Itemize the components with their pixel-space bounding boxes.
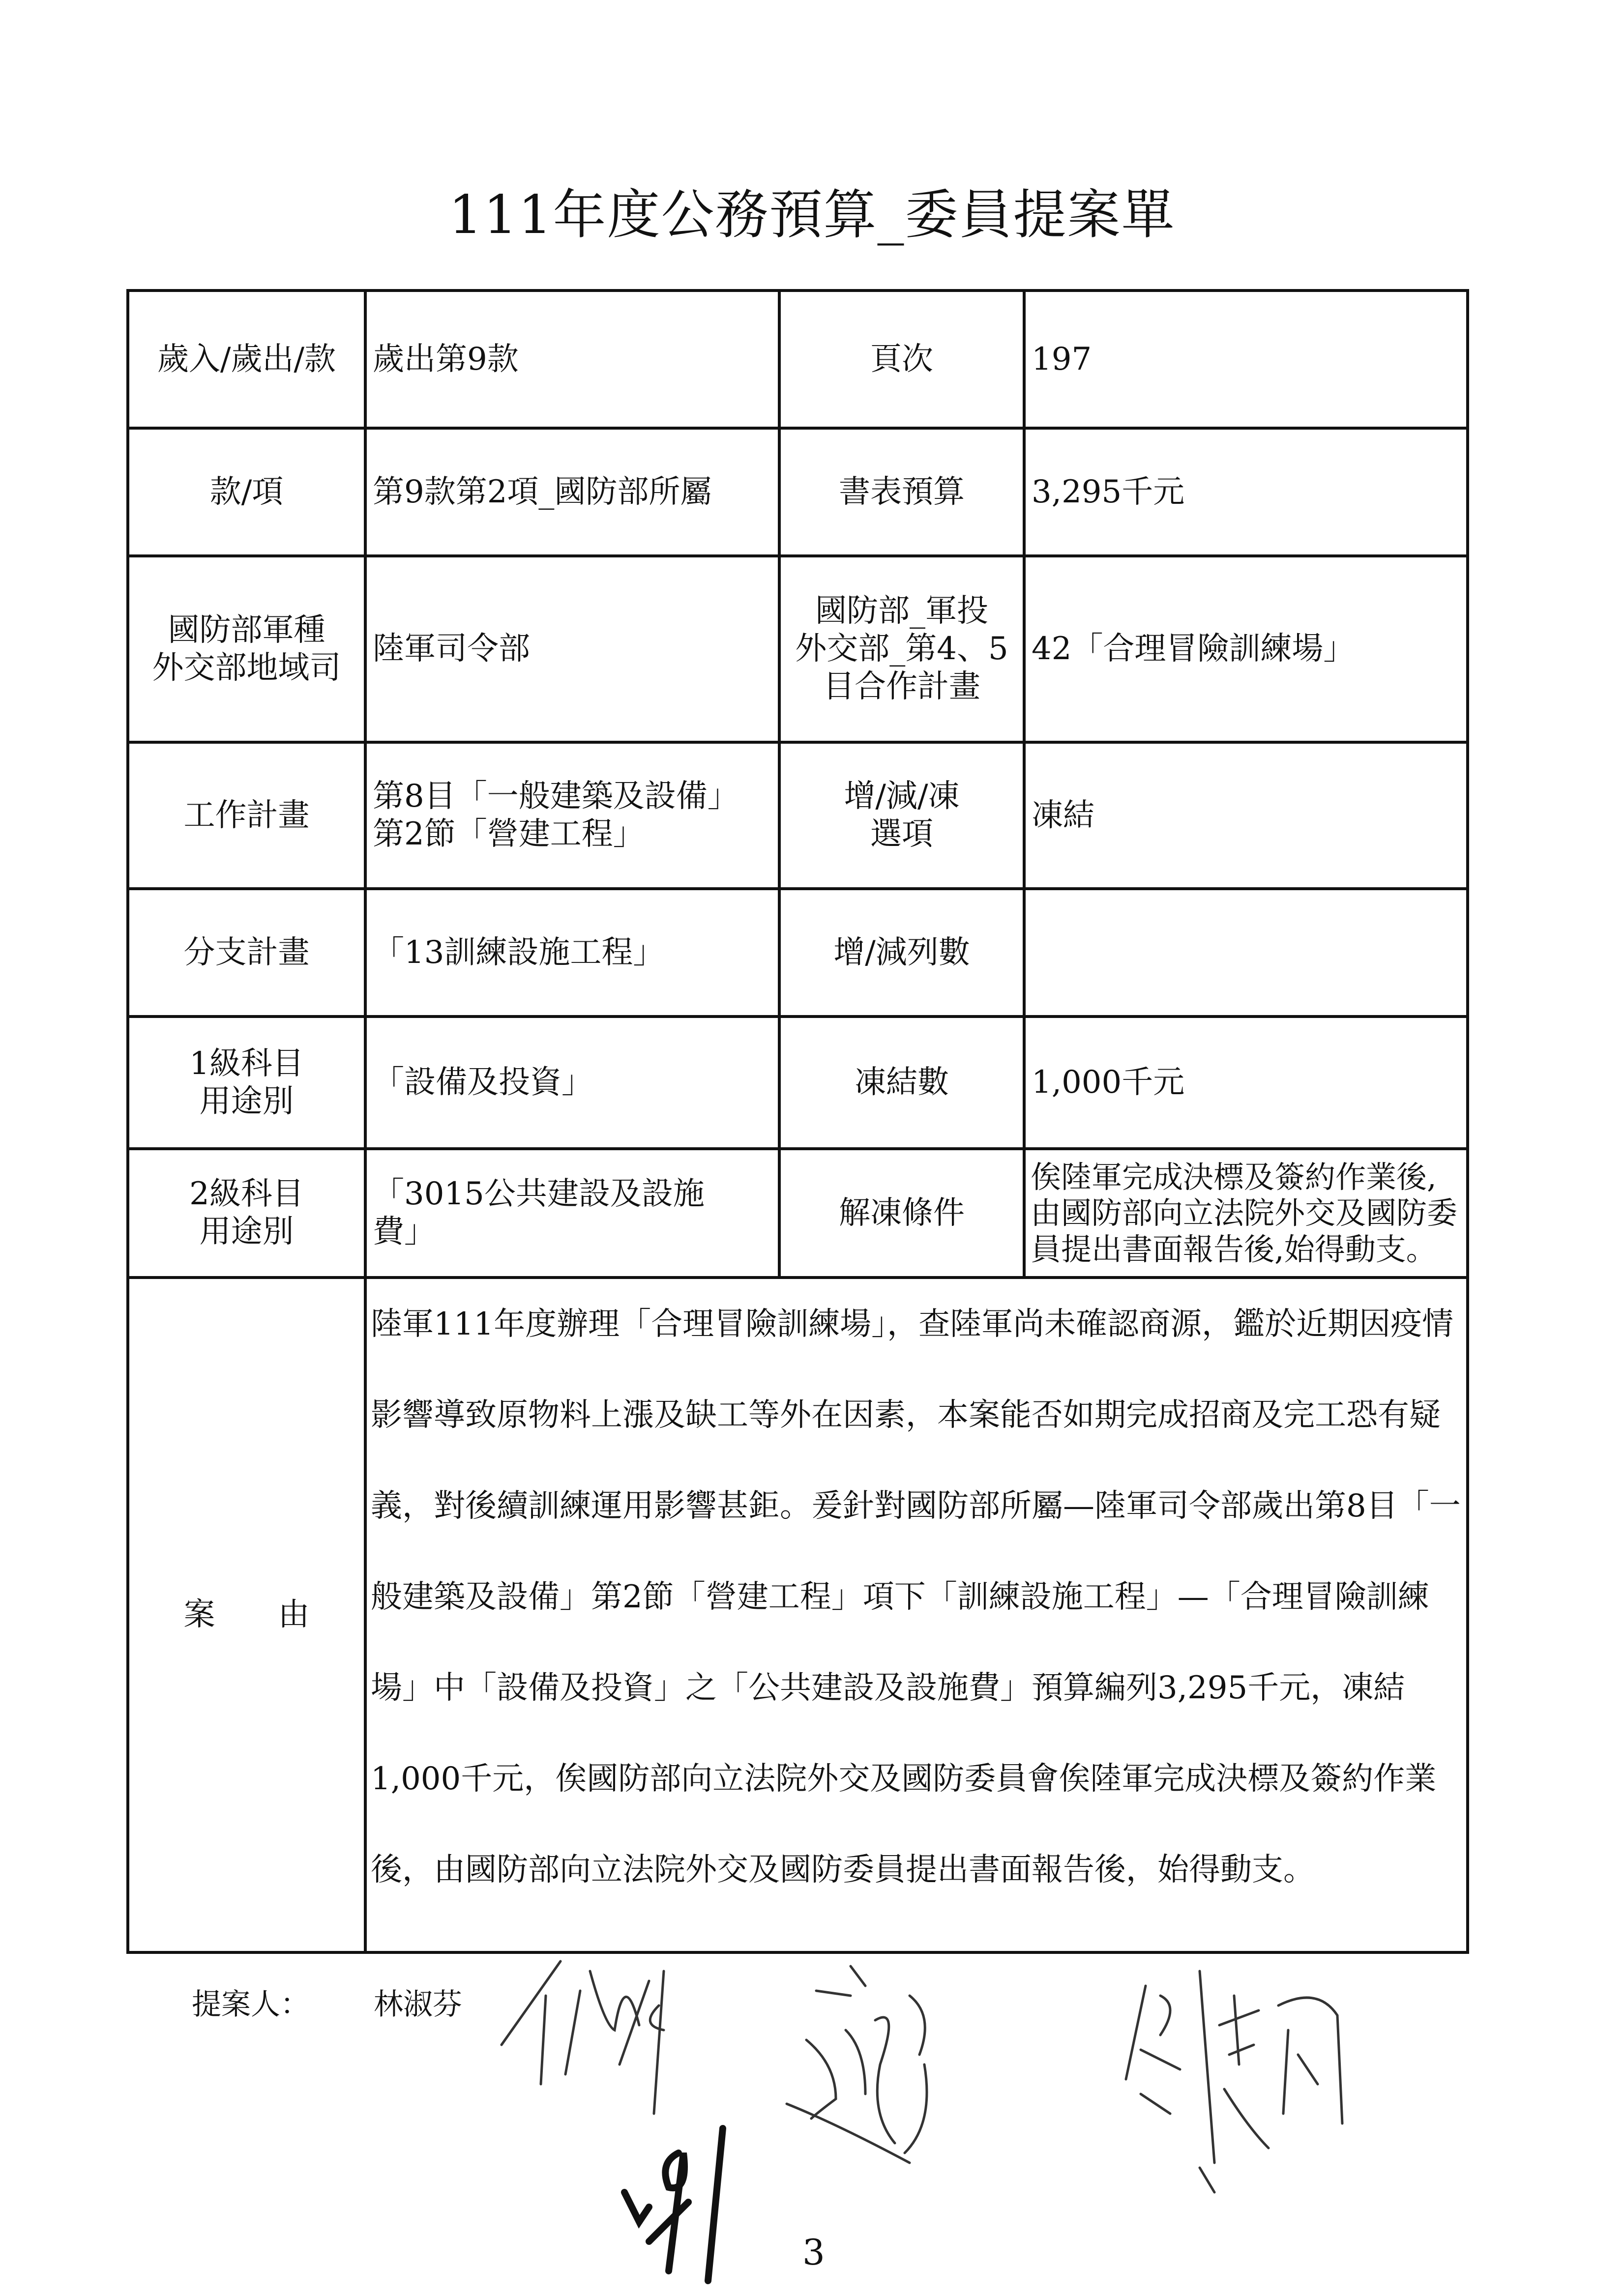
field-label: 凍結數 [779, 1017, 1024, 1149]
field-label: 工作計畫 [128, 742, 365, 889]
field-label: 國防部_軍投 外交部_第4、5 目合作計畫 [779, 556, 1024, 742]
field-value: 197 [1024, 291, 1468, 428]
reason-text: 陸軍111年度辦理「合理冒險訓練場」，查陸軍尚未確認商源，鑑於近期因疫情影響導致原物料上漲及缺工等外在因素，本案能否如期完成招商及完工恐有疑義，對後續訓練運用影響甚鉅。爰針對國防部所屬—陸軍司令部歲出第8目「一般建築及設備」第2節「營建工程」項下「訓練設施工程」—「合理冒險訓練場」中「設備及投資」之「公共建設及設施費」預算編列3,295千元，凍結1,000千元，俟國防部向立法院外交及國防委員會俟陸軍完成決標及簽約作業後，由國防部向立法院外交及國防委員提出書面報告後，始得動支。 [365, 1278, 1468, 1952]
field-value: 42「合理冒險訓練場」 [1024, 556, 1468, 742]
field-label: 頁次 [779, 291, 1024, 428]
field-label: 書表預算 [779, 428, 1024, 556]
field-label: 款/項 [128, 428, 365, 556]
reason-label: 案 由 [128, 1278, 365, 1952]
field-value: 「13訓練設施工程」 [365, 889, 779, 1017]
field-label: 國防部軍種 外交部地域司 [128, 556, 365, 742]
signature-2 [787, 1966, 927, 2163]
field-value: 3,295千元 [1024, 428, 1468, 556]
field-value: 「3015公共建設及設施 費」 [365, 1149, 779, 1278]
document-title: 111年度公務預算_委員提案單 [448, 184, 1176, 246]
field-label: 增/減/凍 選項 [779, 742, 1024, 889]
field-label: 1級科目 用途別 [128, 1017, 365, 1149]
handwritten-mark-291 [624, 2128, 723, 2281]
unfreeze-condition: 俟陸軍完成決標及簽約作業後,由國防部向立法院外交及國防委員提出書面報告後,始得動支。 [1024, 1149, 1468, 1278]
signature-3 [1126, 1971, 1342, 2192]
field-value: 凍結 [1024, 742, 1468, 889]
field-value: 1,000千元 [1024, 1017, 1468, 1149]
field-value: 第9款第2項_國防部所屬 [365, 428, 779, 556]
field-label: 增/減列數 [779, 889, 1024, 1017]
signature-1 [502, 1961, 664, 2114]
field-value: 「設備及投資」 [365, 1017, 779, 1149]
proposer-label: 提案人： [192, 1987, 310, 2022]
field-label: 分支計畫 [128, 889, 365, 1017]
field-value: 歲出第9款 [365, 291, 779, 428]
field-label: 2級科目 用途別 [128, 1149, 365, 1278]
field-value: 陸軍司令部 [365, 556, 779, 742]
proposer-name: 林淑芬 [374, 1987, 462, 2022]
page-number: 3 [802, 2232, 825, 2273]
field-value: 第8目「一般建築及設備」 第2節「營建工程」 [365, 742, 779, 889]
field-label: 解凍條件 [779, 1149, 1024, 1278]
field-label: 歲入/歲出/款 [128, 291, 365, 428]
